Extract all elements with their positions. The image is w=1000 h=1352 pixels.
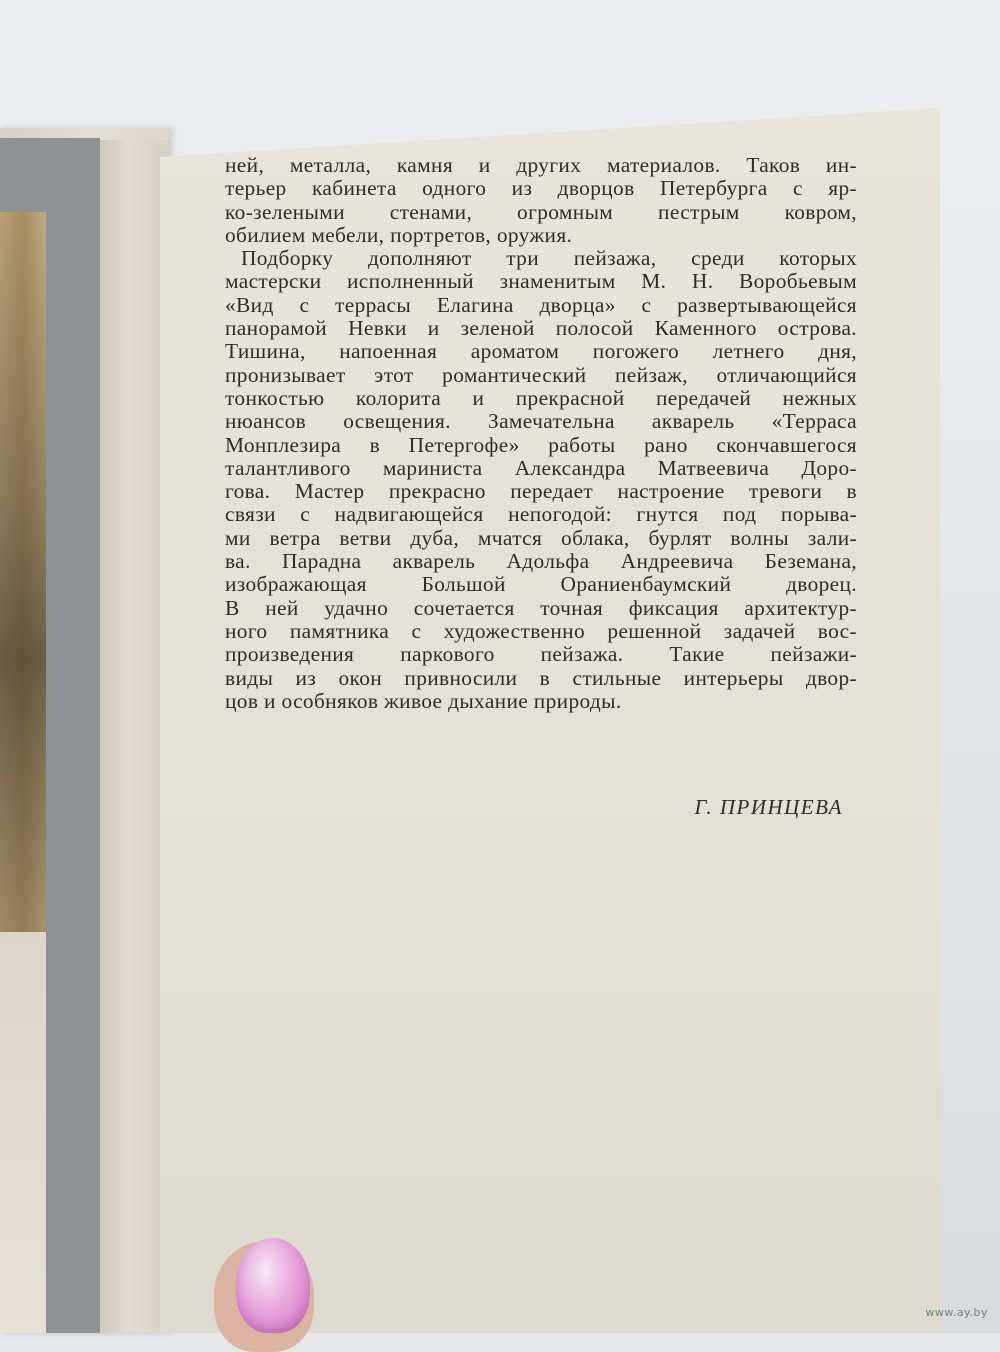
text-line: панорамой Невки и зеленой полосой Каменного острова. bbox=[225, 316, 857, 341]
author-signature: Г. ПРИНЦЕВА bbox=[694, 795, 843, 819]
text-line: гова. Мастер прекрасно передает настроение тревоги в bbox=[225, 479, 857, 504]
text-line: мастерски исполненный знаменитым М. Н. Воробьевым bbox=[225, 269, 857, 294]
site-watermark: www.ay.by bbox=[925, 1306, 988, 1319]
text-line: виды из окон привносили в стильные интерьеры двор- bbox=[225, 665, 857, 690]
text-line: Тишина, напоенная ароматом погожего летнего дня, bbox=[225, 339, 857, 364]
text-line: ми ветра ветви дуба, мчатся облака, бурлят волны зали- bbox=[225, 525, 857, 550]
text-line: ва. Парадна акварель Адольфа Андреевича Беземана, bbox=[225, 549, 857, 574]
text-line: талантливого мариниста Александра Матвеевича Доро- bbox=[225, 455, 857, 480]
text-line: пронизывает этот романтический пейзаж, отличающийся bbox=[225, 362, 857, 387]
text-line: произведения паркового пейзажа. Такие пейзажи- bbox=[225, 642, 857, 667]
text-line: терьер кабинета одного из дворцов Петербурга с яр- bbox=[225, 176, 857, 201]
text-line: тонкостью колорита и прекрасной передачей нежных bbox=[225, 385, 857, 410]
text-line: «Вид с террасы Елагина дворца» с развертывающейся bbox=[225, 292, 857, 317]
text-line: ного памятника с художественно решенной задачей вос- bbox=[225, 618, 857, 643]
text-line: ней, металла, камня и других материалов. Таков ин- bbox=[225, 153, 857, 177]
postcard-margin bbox=[0, 932, 46, 1333]
painted-nail bbox=[236, 1238, 310, 1333]
text-line: В ней удачно сочетается точная фиксация архитектур- bbox=[225, 595, 857, 620]
body-text bbox=[225, 154, 857, 713]
text-line: изображающая Большой Ораниенбаумский дворец. bbox=[225, 572, 857, 597]
text-line: связи с надвигающейся непогодой: гнутся под порыва- bbox=[225, 502, 857, 527]
text-line: обилием мебели, портретов, оружия. bbox=[225, 222, 573, 247]
text-line: цов и особняков живое дыхание природы. bbox=[225, 688, 622, 713]
text-line: Подборку дополняют три пейзажа, среди которых bbox=[241, 246, 857, 271]
postcard-image bbox=[0, 212, 46, 932]
text-line: ко-зелеными стенами, огромным пестрым ковром, bbox=[225, 199, 857, 224]
text-line: Монплезира в Петергофе» работы рано скончавшегося bbox=[225, 432, 857, 457]
text-line: нюансов освещения. Замечательна акварель «Терраса bbox=[225, 409, 857, 434]
folder-spine bbox=[100, 140, 170, 1333]
